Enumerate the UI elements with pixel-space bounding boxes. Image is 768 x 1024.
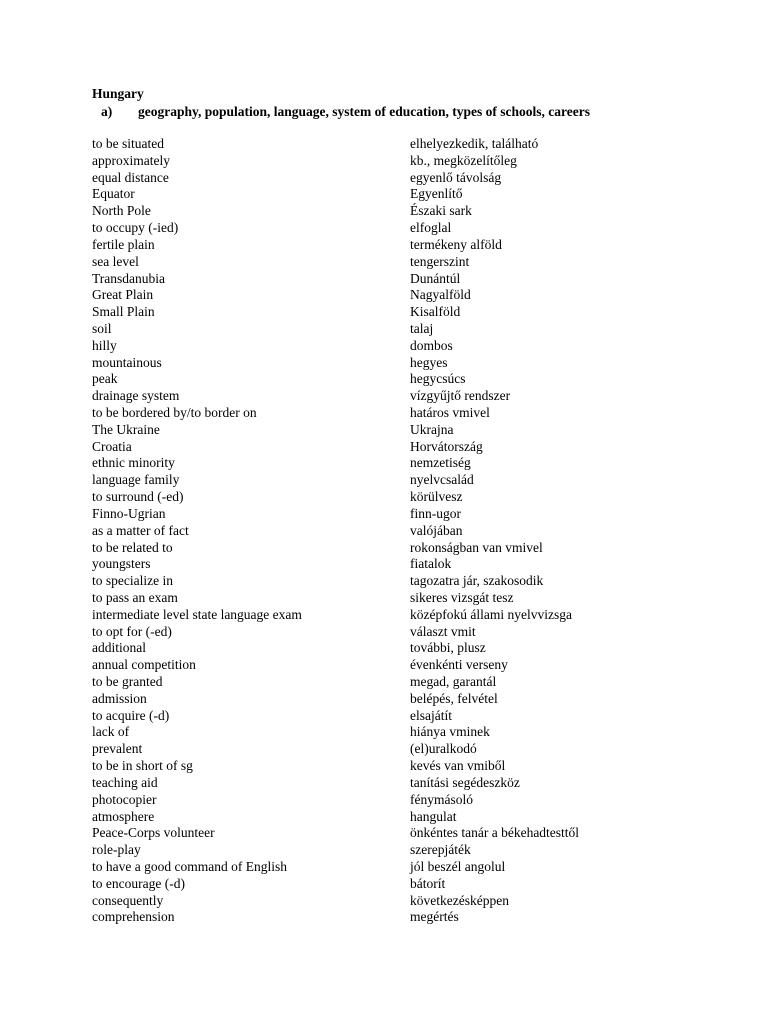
hungarian-translation: hegyes [410, 354, 448, 370]
vocabulary-row [92, 388, 652, 405]
vocabulary-row [92, 472, 652, 489]
english-term: to encourage (-d) [92, 875, 185, 891]
vocabulary-row [92, 523, 652, 540]
english-term: Great Plain [92, 287, 154, 303]
hungarian-translation: évenkénti verseny [410, 657, 508, 673]
hungarian-translation: Dunántúl [410, 270, 461, 286]
english-term: approximately [92, 152, 170, 168]
vocabulary-row [92, 455, 652, 472]
hungarian-translation: fiatalok [410, 556, 452, 572]
vocabulary-row [92, 758, 652, 775]
vocabulary-row [92, 792, 652, 809]
hungarian-translation: nyelvcsalád [410, 472, 474, 488]
hungarian-translation: talaj [410, 320, 434, 336]
document-title: Hungary [92, 86, 144, 101]
vocabulary-row [92, 220, 652, 237]
english-term: to be bordered by/to border on [92, 405, 257, 420]
english-term: to be in short of sg [92, 758, 193, 774]
hungarian-translation: egyenlő távolság [410, 169, 502, 185]
vocabulary-row [92, 153, 652, 170]
hungarian-translation: Horvátország [410, 438, 483, 454]
hungarian-translation: elfoglal [410, 220, 452, 236]
vocabulary-row [92, 724, 652, 741]
hungarian-translation: belépés, felvétel [410, 690, 498, 706]
english-term: to acquire (-d) [92, 707, 170, 723]
hungarian-translation: tagozatra jár, szakosodik [410, 573, 544, 589]
vocabulary-row [92, 893, 652, 910]
vocabulary-row [92, 540, 652, 557]
hungarian-translation: elsajátít [410, 707, 452, 723]
english-term: Croatia [92, 438, 132, 454]
hungarian-translation: Északi sark [410, 203, 472, 219]
english-term: Small Plain [92, 304, 155, 320]
hungarian-translation: rokonságban van vmivel [410, 539, 543, 555]
english-term: prevalent [92, 741, 143, 757]
vocabulary-row [92, 674, 652, 691]
hungarian-translation: bátorít [410, 875, 446, 891]
english-term: atmosphere [92, 808, 155, 824]
hungarian-translation: Kisalföld [410, 304, 461, 320]
english-term: consequently [92, 892, 164, 908]
hungarian-translation: sikeres vizsgát tesz [410, 589, 514, 605]
vocabulary-row [92, 489, 652, 506]
english-term: drainage system [92, 388, 180, 404]
vocabulary-row [92, 271, 652, 288]
hungarian-translation: következésképpen [410, 892, 509, 908]
vocabulary-row [92, 321, 652, 338]
vocabulary-row [92, 556, 652, 573]
vocabulary-row [92, 355, 652, 372]
section-heading: geography, population, language, system of education, types of schools, careers [138, 104, 591, 119]
english-term: intermediate level state language exam [92, 606, 302, 622]
hungarian-translation: elhelyezkedik, található [410, 136, 539, 151]
english-term: to surround (-ed) [92, 489, 184, 505]
english-term: teaching aid [92, 774, 158, 790]
english-term: as a matter of fact [92, 522, 189, 538]
hungarian-translation: kb., megközelítőleg [410, 152, 517, 168]
vocabulary-row [92, 657, 652, 674]
english-term: Equator [92, 186, 135, 202]
vocabulary-row [92, 909, 652, 926]
vocabulary-row [92, 624, 652, 641]
vocabulary-row [92, 405, 652, 422]
hungarian-translation: szerepjáték [410, 842, 471, 858]
hungarian-translation: körülvesz [410, 489, 463, 505]
vocabulary-row [92, 506, 652, 523]
english-term: Transdanubia [92, 270, 165, 286]
english-term: Finno-Ugrian [92, 505, 166, 521]
section-heading-line [101, 104, 590, 120]
english-term: to occupy (-ied) [92, 220, 179, 236]
hungarian-translation: hiánya vminek [410, 724, 490, 740]
english-term: The Ukraine [92, 421, 160, 437]
english-term: mountainous [92, 354, 162, 370]
hungarian-translation: valójában [410, 522, 463, 538]
vocabulary-row [92, 422, 652, 439]
vocabulary-row [92, 876, 652, 893]
english-term: to specialize in [92, 573, 173, 589]
english-term: to be situated [92, 136, 164, 151]
vocabulary-row [92, 338, 652, 355]
hungarian-translation: hegycsúcs [410, 371, 466, 387]
hungarian-translation: termékeny alföld [410, 236, 502, 252]
english-term: sea level [92, 253, 139, 269]
hungarian-translation: Nagyalföld [410, 287, 471, 303]
hungarian-translation: fénymásoló [410, 791, 473, 807]
hungarian-translation: megértés [410, 909, 459, 925]
english-term: to opt for (-ed) [92, 623, 172, 639]
vocabulary-list [92, 136, 652, 926]
hungarian-translation: vízgyűjtő rendszer [410, 388, 511, 404]
hungarian-translation: önkéntes tanár a békehadtesttől [410, 825, 580, 841]
english-term: to be granted [92, 674, 163, 689]
vocabulary-row [92, 186, 652, 203]
hungarian-translation: középfokú állami nyelvvizsga [410, 606, 572, 622]
hungarian-translation: Egyenlítő [410, 186, 463, 202]
english-term: language family [92, 472, 180, 488]
vocabulary-row [92, 825, 652, 842]
vocabulary-row [92, 371, 652, 388]
english-term: soil [92, 320, 112, 336]
english-term: photocopier [92, 791, 157, 807]
vocabulary-row [92, 859, 652, 876]
english-term: role-play [92, 842, 141, 858]
english-term: Peace-Corps volunteer [92, 825, 215, 841]
english-term: equal distance [92, 169, 169, 185]
hungarian-translation: kevés van vmiből [410, 758, 506, 774]
hungarian-translation: dombos [410, 337, 453, 353]
vocabulary-row [92, 287, 652, 304]
vocabulary-row [92, 439, 652, 456]
vocabulary-row [92, 809, 652, 826]
english-term: comprehension [92, 909, 175, 925]
english-term: ethnic minority [92, 455, 175, 471]
vocabulary-row [92, 775, 652, 792]
vocabulary-row [92, 708, 652, 725]
english-term: admission [92, 690, 147, 706]
hungarian-translation: tengerszint [410, 253, 470, 269]
vocabulary-row [92, 842, 652, 859]
english-term: North Pole [92, 203, 151, 219]
vocabulary-row [92, 136, 652, 153]
hungarian-translation: Ukrajna [410, 421, 454, 437]
vocabulary-row [92, 237, 652, 254]
english-term: hilly [92, 337, 117, 353]
english-term: lack of [92, 724, 130, 740]
hungarian-translation: hangulat [410, 808, 457, 824]
english-term: to pass an exam [92, 589, 178, 605]
hungarian-translation: tanítási segédeszköz [410, 774, 520, 790]
vocabulary-row [92, 254, 652, 271]
hungarian-translation: finn-ugor [410, 505, 461, 521]
section-marker: a) [101, 104, 113, 119]
hungarian-translation: (el)uralkodó [410, 741, 477, 757]
english-term: youngsters [92, 556, 151, 572]
vocabulary-row [92, 607, 652, 624]
vocabulary-row [92, 304, 652, 321]
hungarian-translation: további, plusz [410, 640, 486, 656]
vocabulary-row [92, 590, 652, 607]
vocabulary-row [92, 640, 652, 657]
vocabulary-row [92, 203, 652, 220]
english-term: additional [92, 640, 146, 656]
english-term: to be related to [92, 539, 173, 555]
vocabulary-row [92, 170, 652, 187]
english-term: annual competition [92, 657, 196, 673]
hungarian-translation: nemzetiség [410, 455, 471, 471]
hungarian-translation: határos vmivel [410, 405, 490, 420]
english-term: peak [92, 371, 118, 387]
vocabulary-row [92, 573, 652, 590]
english-term: fertile plain [92, 236, 155, 252]
hungarian-translation: választ vmit [410, 623, 476, 639]
english-term: to have a good command of English [92, 858, 287, 874]
vocabulary-row [92, 691, 652, 708]
vocabulary-row [92, 741, 652, 758]
hungarian-translation: jól beszél angolul [410, 858, 506, 874]
hungarian-translation: megad, garantál [410, 674, 497, 689]
